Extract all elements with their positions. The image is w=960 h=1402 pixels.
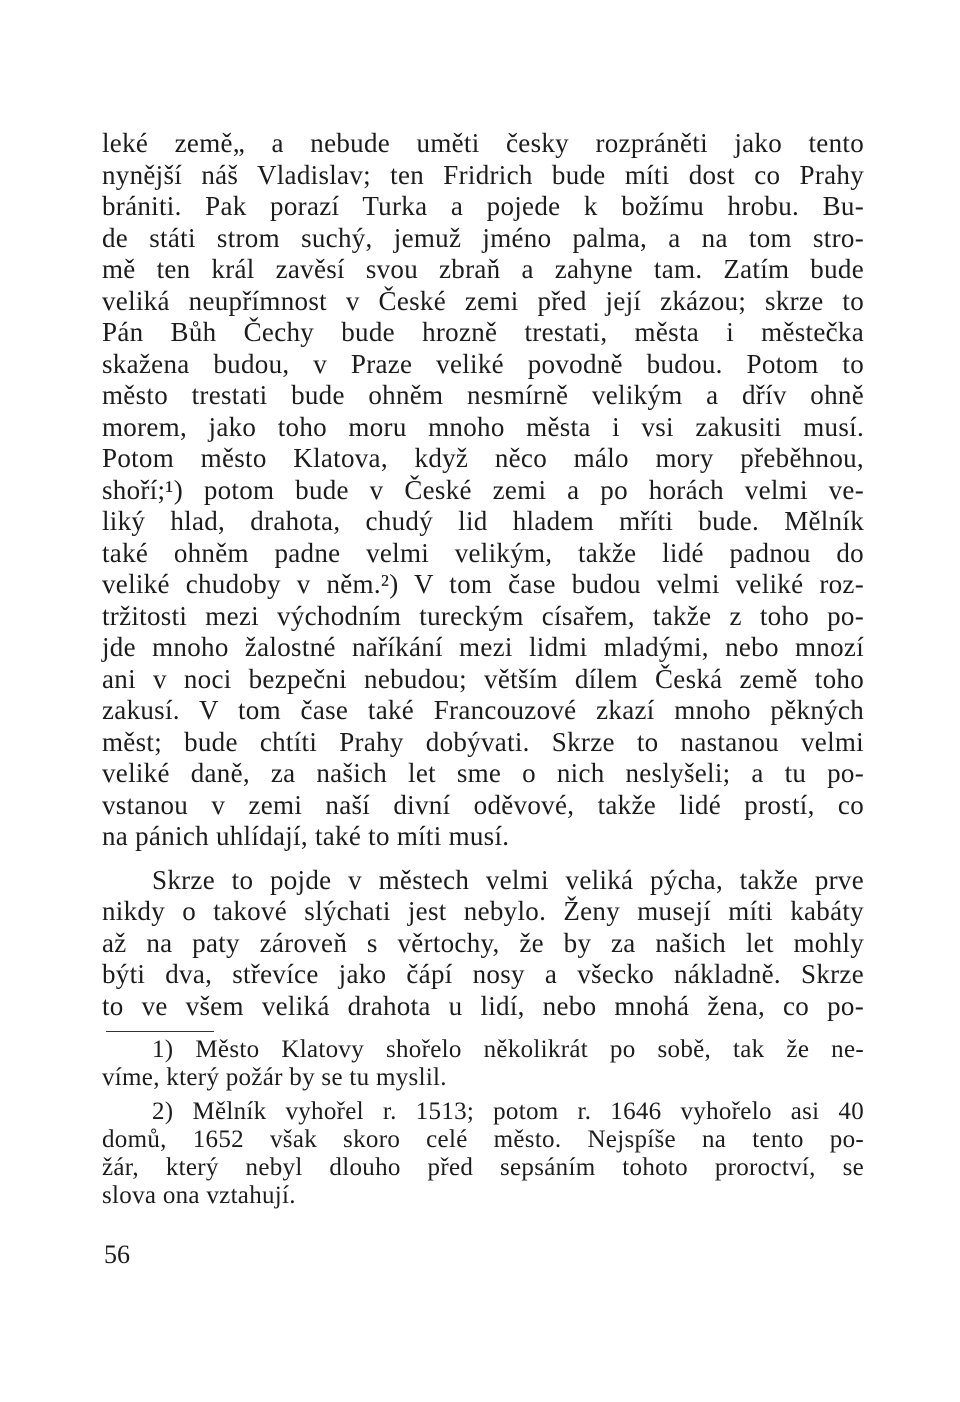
text-line: býti dva, střevíce jako čápí nosy a všecko nákladně. Skrze [102,959,864,989]
footnote-line [102,1098,864,1126]
text-line: Potom město Klatova, když něco málo mory přeběhnou, [102,443,864,473]
text-line: na pánich uhlídají, také to míti musí. [102,821,510,851]
footnote-1 [102,1036,864,1092]
text-line: morem, jako toho moru mnoho města i vsi zakusiti musí. [102,411,864,442]
text-line: zakusí. V tom čase také Francouzové zkazí mnoho pěkných [102,695,864,725]
footnote-line: žár, který nebyl dlouho před sepsáním tohoto proroctví, se [102,1154,864,1181]
footnote-line: víme, který požár by se tu myslil. [102,1064,447,1091]
text-line: jde mnoho žalostné naříkání mezi lidmi mladými, nebo mnozí [102,632,864,662]
text-line: veliká neupřímnost v České zemi před její zkázou; skrze to [102,285,864,316]
footnote-line: slova ona vztahují. [102,1182,296,1209]
footnote-text: Město Klatovy shořelo několikrát po sobě, tak že ne- [195,1036,864,1063]
paragraph-2 [102,865,864,1023]
footnote-line: domů, 1652 však skoro celé město. Nejspíše na tento po- [102,1126,864,1153]
footnote-2 [102,1098,864,1210]
paragraph-1 [102,128,864,853]
text-line: mě ten král zavěsí svou zbraň a zahyne tam. Zatím bude [102,254,864,284]
text-line: veliké chudoby v něm.²) V tom čase budou velmi veliké roz- [102,569,864,599]
text-line: Skrze to pojde v městech velmi veliká pýcha, takže prve [152,864,864,895]
text-line: to ve všem veliká drahota u lidí, nebo mnohá žena, co po- [102,990,864,1021]
footnote-separator [106,1031,214,1032]
footnote-text: Mělník vyhořel r. 1513; potom r. 1646 vyhořelo asi 40 [192,1098,864,1125]
footnote-marker: 2) [152,1098,174,1125]
footnote-line [102,1036,864,1064]
page-body [102,128,864,1210]
page-number: 56 [104,1240,130,1269]
text-line: nikdy o takové slýchati jest nebylo. Ženy musejí míti kabáty [102,896,864,926]
text-line: veliké daně, za našich let sme o nich neslyšeli; a tu po- [102,758,864,788]
text-line: leké země„ a nebude uměti česky rozpráněti jako tento [102,128,864,158]
text-line: ani v noci bezpečni nebudou; větším dílem Česká země toho [102,663,864,694]
text-line: měst; bude chtíti Prahy dobývati. Skrze to nastanou velmi [102,726,864,757]
text-line: nynější náš Vladislav; ten Fridrich bude míti dost co Prahy [102,159,864,190]
text-line: město trestati bude ohněm nesmírně velikým a dřív ohně [102,380,864,410]
text-line: až na paty zároveň s věrtochy, že by za našich let mohly [102,927,864,958]
text-line: tržitosti mezi východním tureckým císařem, takže z toho po- [102,600,864,631]
text-line: Pán Bůh Čechy bude hrozně trestati, města i městečka [102,317,864,347]
text-line: liký hlad, drahota, chudý lid hladem mříti bude. Mělník [102,506,864,536]
text-line: vstanou v zemi naší divní oděvové, takže lidé prostí, co [102,789,864,820]
text-line: také ohněm padne velmi velikým, takže lidé padnou do [102,537,864,568]
text-line: brániti. Pak porazí Turka a pojede k božímu hrobu. Bu- [102,191,864,221]
footnote-marker: 1) [152,1036,174,1063]
text-line: skažena budou, v Praze veliké povodně budou. Potom to [102,348,864,379]
text-line: shoří;¹) potom bude v České zemi a po horách velmi ve- [102,474,864,505]
text-line: de státi strom suchý, jemuž jméno palma, a na tom stro- [102,222,864,253]
